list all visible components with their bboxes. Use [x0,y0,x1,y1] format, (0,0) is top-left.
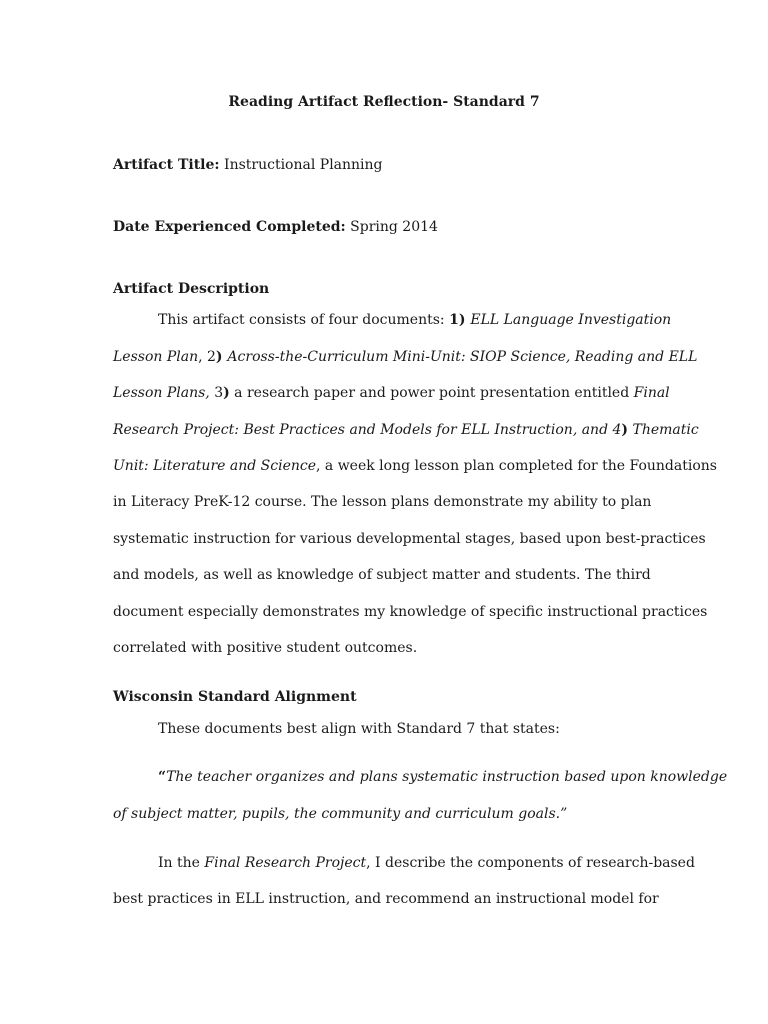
description-line [158,311,671,329]
description-line [113,457,717,475]
description-line [113,530,706,548]
description-line [113,566,651,584]
text-run: best practices in ELL instruction, and recommend an instructional model for [113,891,659,907]
text-run: document especially demonstrates my knowledge of specific instructional practices [113,604,708,620]
text-run: Lesson Plans, [113,385,210,401]
text-run: The teacher organizes and plans systematic instruction based upon knowledge [166,769,728,785]
alignment-heading: Wisconsin Standard Alignment [113,689,357,705]
description-line [113,348,697,366]
date-label: Date Experienced Completed: [113,219,346,235]
text-run: , I describe the components of research-based [366,855,695,871]
text-run: and models, as well as knowledge of subject matter and students. The third [113,567,651,583]
document-title: Reading Artifact Reflection- Standard 7 [228,94,540,110]
description-line [113,421,699,439]
text-run: Across-the-Curriculum Mini-Unit: SIOP Science, Reading and ELL [227,349,698,365]
text-run: , a week long lesson plan completed for the Foundations [316,458,717,474]
date-value: Spring 2014 [345,219,438,235]
text-run: of subject matter, pupils, the community and curriculum goals.” [113,806,568,822]
text-run: This artifact consists of four documents: [158,312,450,328]
text-run: In the [158,855,205,871]
text-run: ELL Language Investigation [470,312,672,328]
text-run: Research Project: Best Practices and Models for ELL Instruction, and 4 [113,422,622,438]
text-run: Final [633,385,670,401]
artifact-description-heading: Artifact Description [113,281,270,297]
text-run: Final Research Project [204,855,367,871]
description-line [113,639,417,657]
paragraph-line [113,890,659,908]
text-run: correlated with positive student outcomes. [113,640,418,656]
text-run: systematic instruction for various developmental stages, based upon best-practices [113,531,706,547]
text-run: ) [223,385,230,401]
description-line [113,493,651,511]
text-run: Unit: Literature and Science [113,458,316,474]
text-run: ) [621,422,629,438]
artifact-title-label: Artifact Title: [113,157,220,173]
description-line [113,603,707,621]
description-line [113,384,670,402]
artifact-title-value: Instructional Planning [219,157,383,173]
text-run: 3 [209,385,224,401]
text-run: a research paper and power point presentation entitled [229,385,634,401]
date-line [113,218,438,236]
text-run: Thematic [628,422,699,438]
standard-quote-line [113,805,567,823]
text-run: ) [215,349,228,365]
alignment-intro: These documents best align with Standard 7 that states: [158,721,560,737]
artifact-title-line [113,156,383,174]
paragraph-line [158,854,695,872]
text-run: , 2 [198,349,216,365]
standard-quote-line [158,768,727,786]
text-run: in Literacy PreK-12 course. The lesson plans demonstrate my ability to plan [113,494,652,510]
text-run: 1) [449,312,471,328]
text-run: Lesson Plan [113,349,199,365]
text-run: “ [158,769,167,785]
